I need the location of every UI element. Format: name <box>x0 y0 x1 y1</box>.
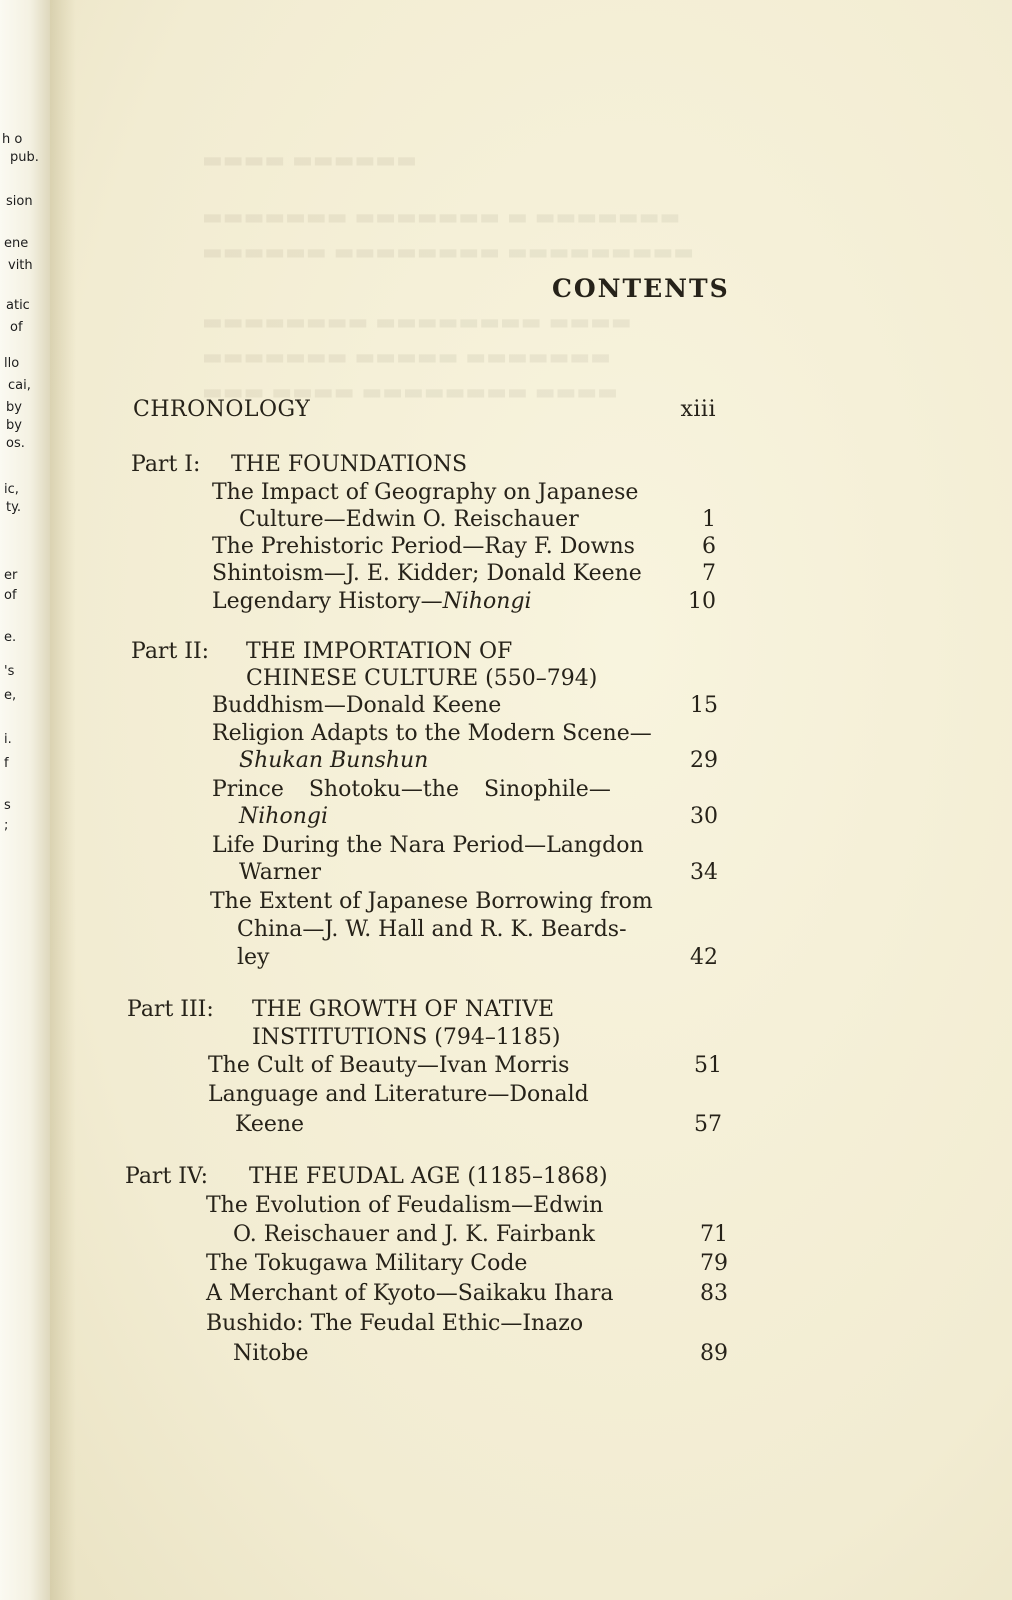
page-number: 57 <box>694 1112 722 1137</box>
bleed-text: e. <box>4 630 17 645</box>
toc-entry <box>212 858 718 888</box>
toc-entry <box>210 887 718 917</box>
toc-entry <box>206 1249 728 1279</box>
part-title: CHINESE CULTURE (550–794) <box>246 666 598 691</box>
page-number: 51 <box>694 1053 722 1078</box>
part-label: Part I: <box>131 452 201 477</box>
toc-entry <box>212 587 716 617</box>
bleed-text: by <box>6 400 22 415</box>
bleed-text: ene <box>4 236 29 251</box>
bleed-text: vith <box>8 258 33 273</box>
page-number: 7 <box>702 561 716 586</box>
show-through-line: ▬▬▬▬▬▬▬ ▬▬▬▬▬▬▬ ▬ ▬▬▬▬▬▬▬ <box>202 205 681 230</box>
part-title: THE FEUDAL AGE (1185–1868) <box>249 1164 608 1189</box>
toc-entry <box>206 1309 728 1339</box>
entry-title: Language and Literature—Donald <box>208 1082 589 1107</box>
toc-entry <box>208 1051 722 1081</box>
entry-source-italic: Shukan Bunshun <box>239 748 429 773</box>
page-number: 89 <box>700 1341 728 1366</box>
entry-source-italic: Nihongi <box>239 804 328 829</box>
bleed-text: e, <box>4 688 17 703</box>
bleed-text: of <box>10 320 23 335</box>
entry-title-continued: Nitobe <box>233 1341 309 1366</box>
part-title: THE IMPORTATION OF <box>246 639 513 664</box>
page-number: 6 <box>702 534 716 559</box>
bleed-text: of <box>4 588 17 603</box>
page-number: 71 <box>700 1222 728 1247</box>
toc-entry <box>212 505 716 535</box>
bleed-text: ic, <box>4 482 19 497</box>
part-heading-continued <box>246 664 666 694</box>
bleed-text: pub. <box>10 150 39 165</box>
entry-title: Prince Shotoku—the Sinophile— <box>212 777 611 802</box>
bleed-text: by <box>6 418 22 433</box>
bleed-text: i. <box>4 732 12 747</box>
toc-entry-chronology <box>133 395 716 425</box>
toc-entry <box>212 802 718 832</box>
bleed-text: sion <box>6 194 33 209</box>
page-number: 83 <box>700 1281 728 1306</box>
entry-title-continued: Keene <box>235 1112 305 1137</box>
toc-entry <box>212 691 718 721</box>
show-through-line: ▬▬▬▬▬▬▬ ▬▬▬▬▬ ▬▬▬▬▬▬▬ <box>202 345 611 370</box>
bleed-text: cai, <box>8 378 31 393</box>
entry-title-continued: China—J. W. Hall and R. K. Beards- <box>237 917 627 942</box>
toc-entry <box>212 559 716 589</box>
show-through-line: ▬▬▬▬▬▬ ▬▬▬▬▬▬▬▬ ▬▬▬▬▬▬▬▬▬ <box>202 240 695 265</box>
toc-entry <box>210 915 718 945</box>
toc-entry <box>212 746 718 776</box>
page-number: 34 <box>690 860 718 885</box>
page-title: CONTENTS <box>552 274 730 303</box>
bleed-text: ; <box>4 818 9 833</box>
bleed-text: er <box>4 568 18 583</box>
entry-title: Legendary History— <box>212 589 443 614</box>
page-number: 79 <box>700 1251 728 1276</box>
page-number: 42 <box>690 945 718 970</box>
part-heading-continued <box>252 1023 652 1053</box>
toc-entry <box>208 1110 722 1140</box>
toc-entry <box>208 1080 722 1110</box>
part-label: Part IV: <box>125 1164 209 1189</box>
show-through-line: ▬▬▬ ▬▬▬▬ ▬▬▬▬▬▬▬▬ ▬▬▬▬ <box>202 380 618 405</box>
show-through-line: ▬▬▬▬▬▬▬▬ ▬▬▬▬▬▬▬▬ ▬▬▬▬ <box>202 310 632 335</box>
part-label: Part II: <box>131 639 210 664</box>
page-number: xiii <box>680 397 716 422</box>
entry-title-continued: Culture—Edwin O. Reischauer <box>239 507 579 532</box>
toc-entry <box>212 831 718 861</box>
bleed-text: os. <box>6 436 25 451</box>
entry-title: The Cult of Beauty—Ivan Morris <box>208 1053 570 1078</box>
bleed-text: llo <box>4 356 20 371</box>
entry-title: Buddhism—Donald Keene <box>212 693 502 718</box>
entry-title: The Impact of Geography on Japanese <box>212 480 639 505</box>
toc-entry <box>212 775 652 805</box>
entry-title: Religion Adapts to the Modern Scene— <box>212 721 652 746</box>
show-through-line: ▬▬▬▬ ▬▬▬▬▬▬ <box>202 148 417 173</box>
entry-title: CHRONOLOGY <box>133 397 311 422</box>
entry-title: Shintoism—J. E. Kidder; Donald Keene <box>212 561 642 586</box>
page-number: 30 <box>690 804 718 829</box>
entry-title: The Extent of Japanese Borrowing from <box>210 889 653 914</box>
entry-title: A Merchant of Kyoto—Saikaku Ihara <box>206 1281 614 1306</box>
entry-title-continued: O. Reischauer and J. K. Fairbank <box>233 1222 595 1247</box>
part-label: Part III: <box>127 997 214 1022</box>
part-title: THE FOUNDATIONS <box>231 452 468 477</box>
entry-title: The Evolution of Feudalism—Edwin <box>206 1193 604 1218</box>
bleed-text: h o <box>2 132 23 147</box>
toc-entry <box>212 532 716 562</box>
part-title: INSTITUTIONS (794–1185) <box>252 1025 561 1050</box>
bleed-text: f <box>4 756 9 771</box>
bleed-text: 's <box>4 664 15 679</box>
entry-title-continued: ley <box>237 945 270 970</box>
entry-title: Life During the Nara Period—Langdon <box>212 833 644 858</box>
toc-entry <box>212 478 716 508</box>
entry-title-continued: Warner <box>239 860 322 885</box>
entry-title: The Tokugawa Military Code <box>206 1251 528 1276</box>
toc-entry <box>212 719 718 749</box>
toc-entry <box>206 1279 728 1309</box>
entry-source-italic: Nihongi <box>442 589 532 614</box>
bleed-text: ty. <box>6 500 22 515</box>
toc-entry <box>206 1339 728 1369</box>
page-number: 10 <box>688 589 716 614</box>
page-number: 15 <box>690 693 718 718</box>
bleed-text: atic <box>6 298 30 313</box>
entry-title: Bushido: The Feudal Ethic—Inazo <box>206 1311 584 1336</box>
part-title: THE GROWTH OF NATIVE <box>252 997 555 1022</box>
entry-title: The Prehistoric Period—Ray F. Downs <box>212 534 635 559</box>
toc-entry <box>210 943 718 973</box>
toc-entry <box>206 1220 728 1250</box>
bleed-text: s <box>4 798 11 813</box>
page-number: 29 <box>690 748 718 773</box>
page-number: 1 <box>702 507 716 532</box>
toc-entry <box>206 1191 728 1221</box>
